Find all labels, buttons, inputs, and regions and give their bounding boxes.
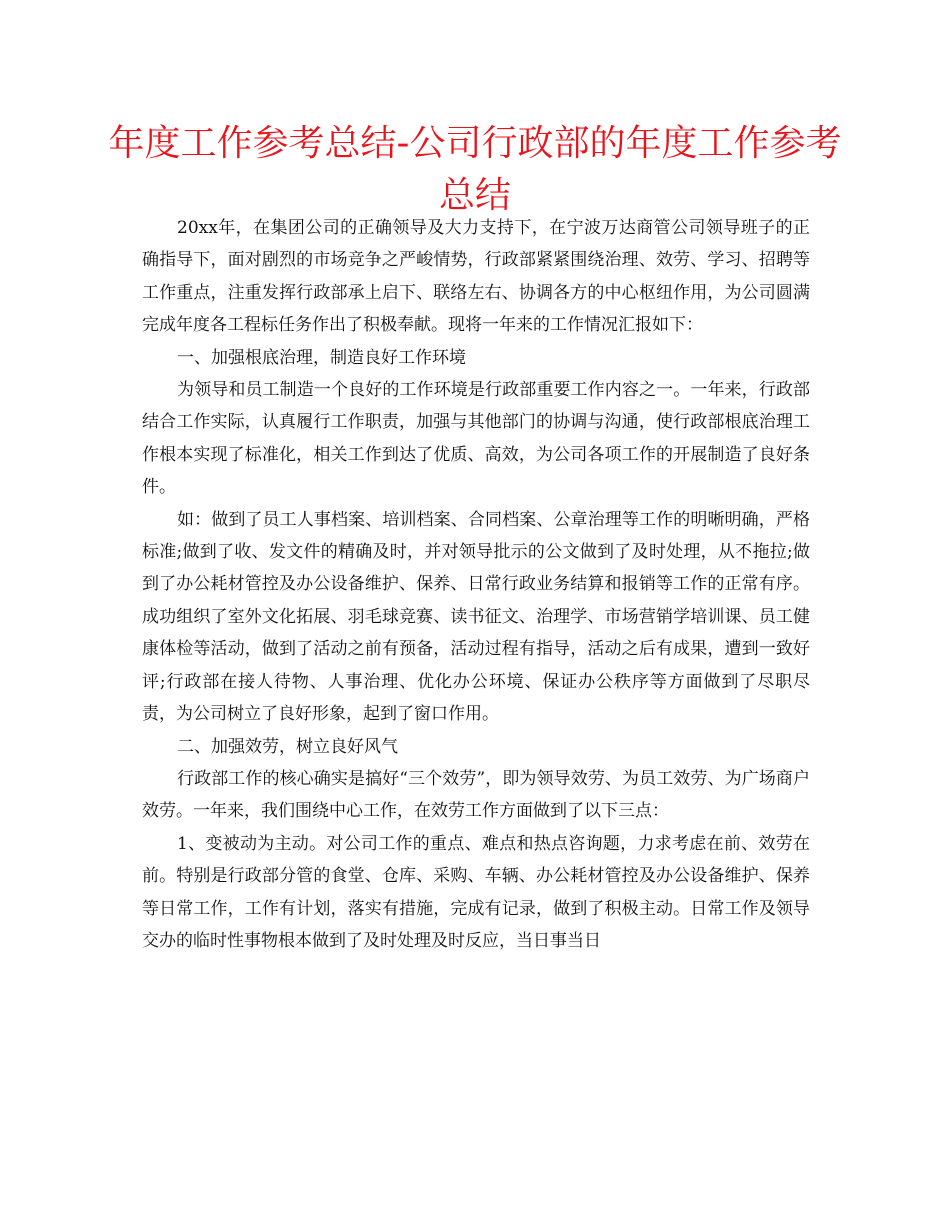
paragraph-section-1-examples: 如：做到了员工人事档案、培训档案、合同档案、公章治理等工作的明晰明确，严格标准;做到了收、发文件的精确及时，并对领导批示的公文做到了及时处理，从不拖拉;做到了办公耗材管控及办公设备维护、保养、日常行政业务结算和报销等工作的正常有序。成功组织了室外文化拓展、羽毛球竞赛、读书征文、治理学、市场营销学培训课、员工健康体检等活动，做到了活动之前有预备，活动过程有指导，活动之后有成果，遭到一致好评;行政部在接人待物、人事治理、优化办公环境、保证办公秩序等方面做到了尽职尽责，为公司树立了良好形象，起到了窗口作用。 — [142, 509, 810, 725]
paragraph-section-1: 为领导和员工制造一个良好的工作环境是行政部重要工作内容之一。一年来，行政部结合工作实际，认真履行工作职责，加强与其他部门的协调与沟通，使行政部根底治理工作根本实现了标准化，相关工作到达了优质、高效，为公司各项工作的开展制造了良好条件。 — [142, 380, 810, 498]
document-body — [142, 212, 810, 957]
section-heading-1: 一、加强根底治理，制造良好工作环境 — [177, 347, 466, 368]
paragraph-intro: 20xx年，在集团公司的正确领导及大力支持下，在宁波万达商管公司领导班子的正确指导下，面对剧烈的市场竞争之严峻情势，行政部紧紧围绕治理、效劳、学习、招聘等工作重点，注重发挥行政部承上启下、联络左右、协调各方的中心枢纽作用，为公司圆满完成年度各工程标任务作出了积极奉献。现将一年来的工作情况汇报如下： — [142, 218, 810, 336]
paragraph-section-2: 行政部工作的核心确实是搞好“三个效劳”，即为领导效劳、为员工效劳、为广场商户效劳。一年来，我们围绕中心工作，在效劳工作方面做到了以下三点： — [142, 768, 810, 822]
document-title: 年度工作参考总结-公司行政部的年度工作参考总结 — [108, 123, 842, 216]
section-heading-2: 二、加强效劳，树立良好风气 — [177, 736, 398, 757]
paragraph-section-2-point-1: 1、变被动为主动。对公司工作的重点、难点和热点咨询题，力求考虑在前、效劳在前。特别是行政部分管的食堂、仓库、采购、车辆、办公耗材管控及办公设备维护、保养等日常工作，工作有计划，落实有措施，完成有记录，做到了积极主动。日常工作及领导交办的临时性事物根本做到了及时处理及时反应，当日事当日 — [142, 833, 810, 951]
